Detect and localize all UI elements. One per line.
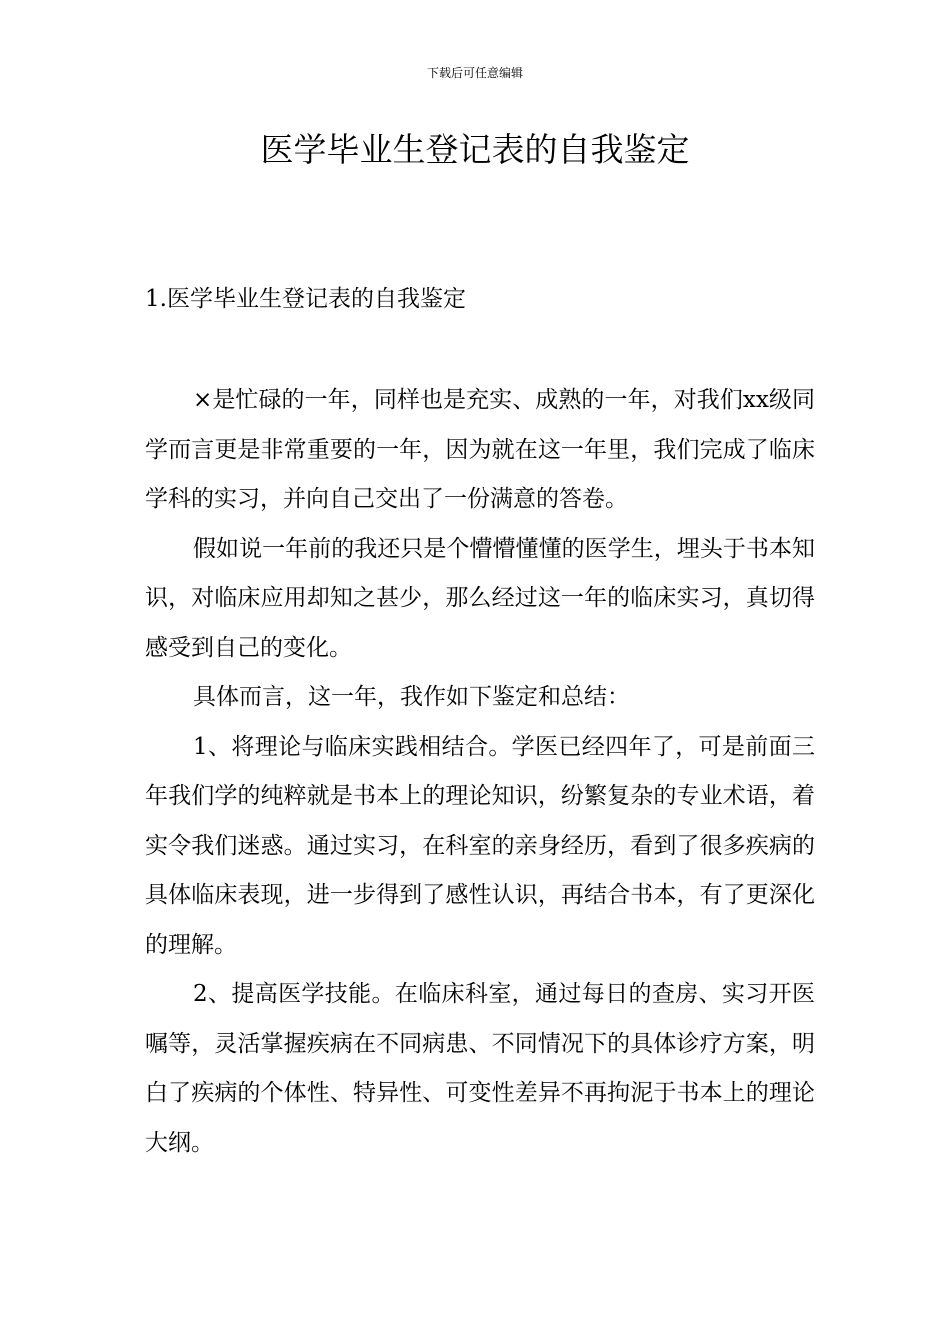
paragraph: 具体而言，这一年，我作如下鉴定和总结： (193, 684, 630, 710)
paragraph: ×是忙碌的一年，同样也是充实、成熟的一年，对我们xx级同学而言更是非常重要的一年，因为就在这一年里，我们完成了临床学科的实习，并向自己交出了一份满意的答卷。 (145, 387, 815, 512)
header-note: 下载后可任意编辑 (426, 66, 523, 80)
paragraph: 2、提高医学技能。在临床科室，通过每日的查房、实习开医嘱等，灵活掌握疾病在不同病患、不同情况下的具体诊疗方案，明白了疾病的个体性、特异性、可变性差异不再拘泥于书本上的理论大纲。 (145, 981, 815, 1156)
section-heading: 1.医学毕业生登记表的自我鉴定 (145, 286, 466, 312)
paragraph: 假如说一年前的我还只是个懵懵懂懂的医学生，埋头于书本知识，对临床应用却知之甚少，那么经过这一年的临床实习，真切得感受到自己的变化。 (145, 535, 815, 661)
paragraph: 1、将理论与临床实践相结合。学医已经四年了，可是前面三年我们学的纯粹就是书本上的理论知识，纷繁复杂的专业术语，着实令我们迷惑。通过实习，在科室的亲身经历，看到了很多疾病的具体临床表现，进一步得到了感性认识，再结合书本，有了更深化的理解。 (145, 733, 815, 958)
document-body (145, 376, 815, 1168)
document-title: 医学毕业生登记表的自我鉴定 (260, 130, 690, 169)
